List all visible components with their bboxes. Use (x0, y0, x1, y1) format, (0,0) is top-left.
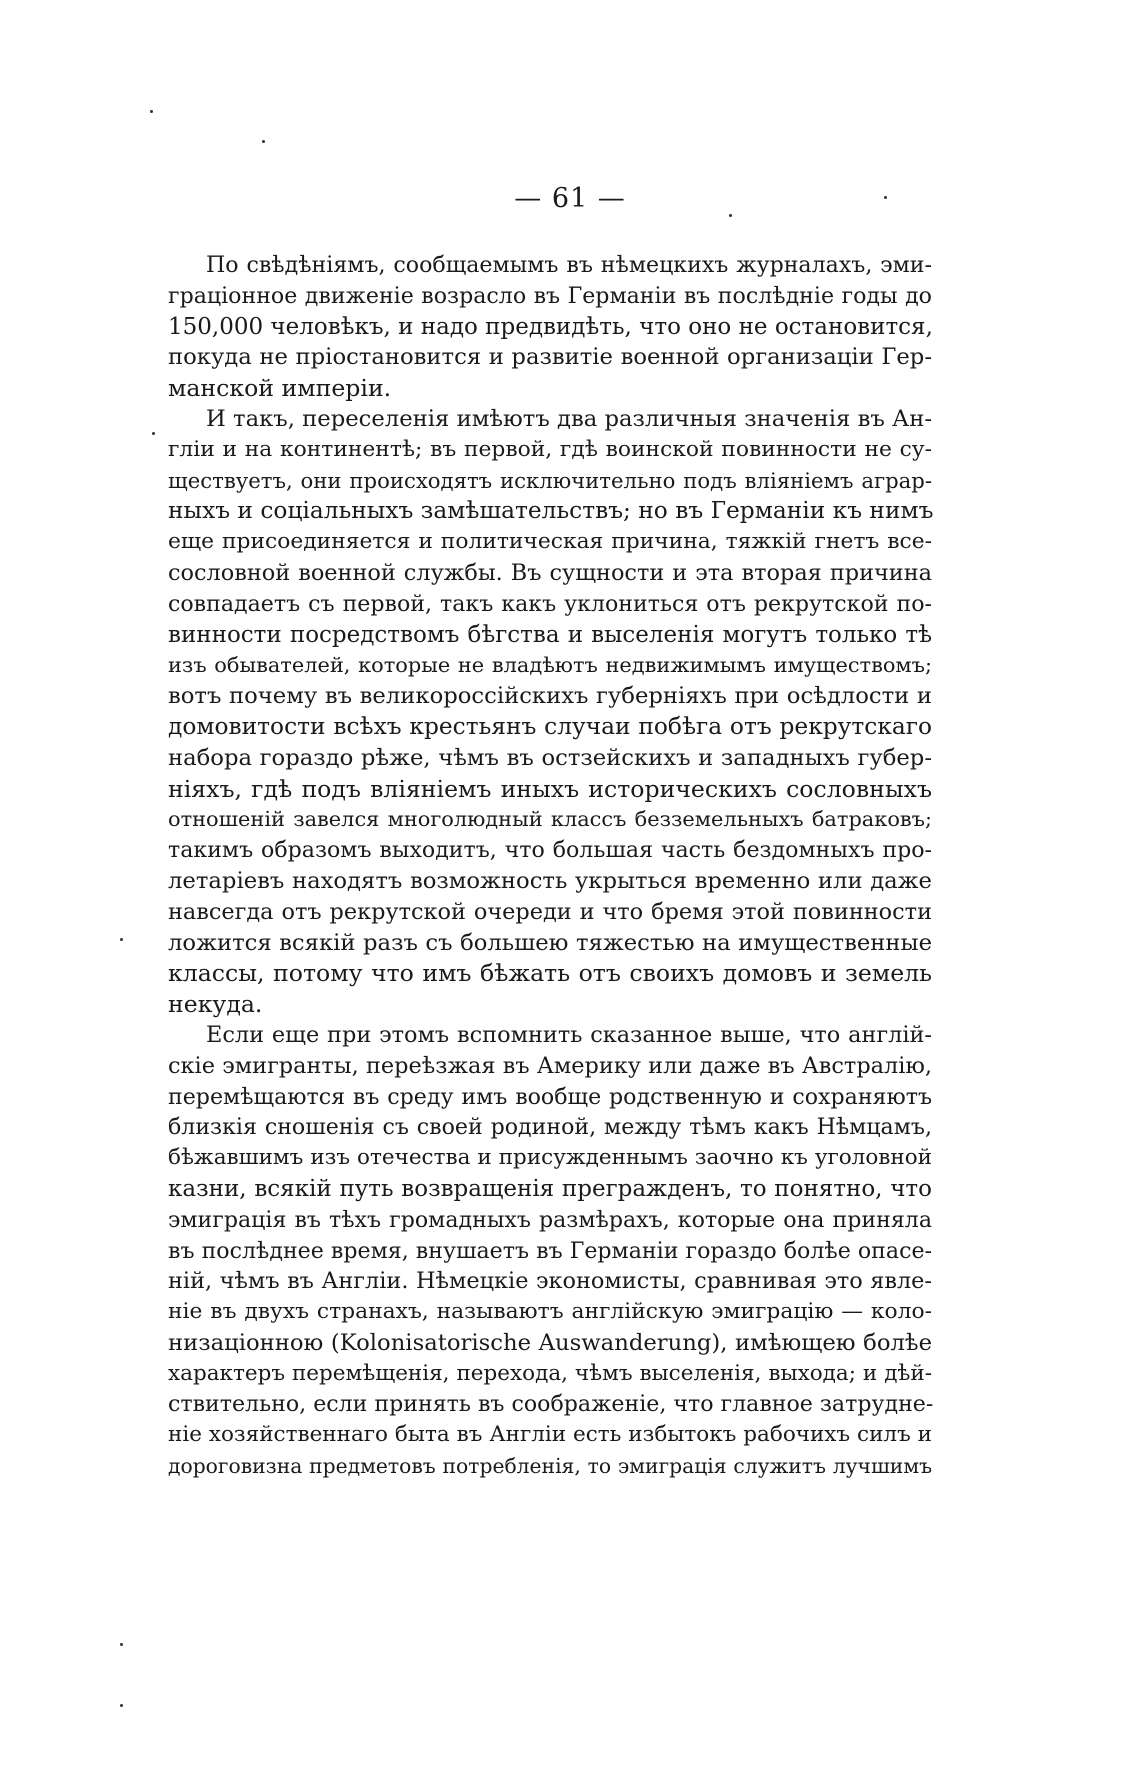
page-number: — 61 — (514, 183, 626, 214)
text-line: винности посредствомъ бѣгства и выселенія могутъ только тѣ (168, 621, 932, 648)
text-line: некуда. (168, 990, 263, 1019)
scan-speck (120, 1643, 123, 1646)
text-line: ніе хозяйственнаго быта въ Англіи есть избытокъ рабочихъ силъ и (168, 1422, 932, 1448)
text-line: Если еще при этомъ вспомнить сказанное выше, что англій- (206, 1021, 932, 1048)
text-line: классы, потому что имъ бѣжать отъ своихъ домовъ и земель (168, 959, 932, 988)
text-line: отношеній завелся многолюдный классъ безземельныхъ батраковъ; (168, 807, 932, 832)
text-line: По свѣдѣніямъ, сообщаемымъ въ нѣмецкихъ журналахъ, эми- (206, 252, 932, 278)
text-line: ствительно, если принять въ соображеніе, что главное затрудне- (168, 1391, 934, 1418)
text-line: 150,000 человѣкъ, и надо предвидѣть, что оно не остановится, (168, 313, 933, 340)
scan-speck (120, 1704, 123, 1707)
scan-speck (262, 140, 265, 143)
text-line: перемѣщаются въ среду имъ вообще родственную и сохраняютъ (168, 1083, 932, 1110)
text-line: характеръ перемѣщенія, перехода, чѣмъ выселенія, выхода; и дѣй- (168, 1360, 932, 1386)
text-line: казни, всякій путь возвращенія прегражденъ, то понятно, что (168, 1175, 932, 1202)
text-line: ществуетъ, они происходятъ исключительно подъ вліяніемъ аграр- (168, 467, 932, 493)
text-line: летаріевъ находятъ возможность укрыться временно или даже (168, 867, 932, 894)
text-line: И такъ, переселенія имѣютъ два различныя значенія въ Ан- (206, 405, 932, 432)
body-text (168, 250, 932, 1482)
text-line: ныхъ и соціальныхъ замѣшательствъ; но въ Германіи къ нимъ (168, 497, 934, 525)
text-line: сословной военной службы. Въ сущности и эта вторая причина (168, 559, 932, 586)
text-line: еще присоединяется и политическая причина, тяжкій гнетъ все- (168, 529, 932, 555)
text-line: покуда не пріостановится и развитіе военной организаціи Гер- (168, 344, 932, 371)
text-line: такимъ образомъ выходитъ, что большая часть бездомныхъ про- (168, 837, 932, 864)
text-line: въ послѣднее время, внушаетъ въ Германіи гораздо болѣе опасе- (168, 1237, 932, 1264)
text-line: скіе эмигранты, переѣзжая въ Америку или даже въ Австралію, (168, 1052, 932, 1079)
text-line: манской имперіи. (168, 374, 392, 403)
text-line: ній, чѣмъ въ Англіи. Нѣмецкіе экономисты, сравнивая это явле- (168, 1268, 932, 1295)
scan-speck (884, 196, 887, 199)
text-line: дороговизна предметовъ потребленія, то эмиграція служитъ лучшимъ (168, 1454, 932, 1479)
paragraph-1 (168, 250, 932, 404)
scan-speck (150, 110, 153, 113)
text-line: гліи и на континентѣ; въ первой, гдѣ воинской повинности не су- (168, 436, 932, 462)
text-line: бѣжавшимъ изъ отечества и присужденнымъ заочно къ уголовной (168, 1145, 932, 1171)
text-line: совпадаетъ съ первой, такъ какъ уклониться отъ рекрутской по- (168, 590, 932, 617)
text-line: эмиграція въ тѣхъ громадныхъ размѣрахъ, которые она приняла (168, 1206, 932, 1233)
scan-speck (152, 432, 155, 435)
text-line: изъ обывателей, которые не владѣютъ недвижимымъ имуществомъ; (168, 653, 932, 678)
text-line: низаціонною (Kolonisatorische Auswanderung), имѣющею болѣе (168, 1329, 932, 1356)
text-line: ніяхъ, гдѣ подъ вліяніемъ иныхъ историческихъ сословныхъ (168, 774, 932, 803)
scan-speck (729, 214, 732, 217)
paragraph-2 (168, 404, 932, 1020)
paragraph-3 (168, 1020, 932, 1482)
text-line: вотъ почему въ великороссійскихъ губерніяхъ при осѣдлости и (168, 683, 932, 710)
scan-speck (120, 938, 123, 941)
text-line: домовитости всѣхъ крестьянъ случаи побѣга отъ рекрутскаго (168, 712, 932, 740)
text-line: навсегда отъ рекрутской очереди и что бремя этой повинности (168, 898, 932, 925)
text-line: ніе въ двухъ странахъ, называютъ англійскую эмиграцію — коло- (168, 1299, 932, 1325)
text-line: набора гораздо рѣже, чѣмъ въ остзейскихъ и западныхъ губер- (168, 744, 932, 771)
text-line: ложится всякій разъ съ большею тяжестью на имущественные (168, 929, 932, 956)
text-line: граціонное движеніе возрасло въ Германіи въ послѣдніе годы до (168, 282, 932, 309)
text-line: близкія сношенія съ своей родиной, между тѣмъ какъ Нѣмцамъ, (168, 1114, 932, 1141)
